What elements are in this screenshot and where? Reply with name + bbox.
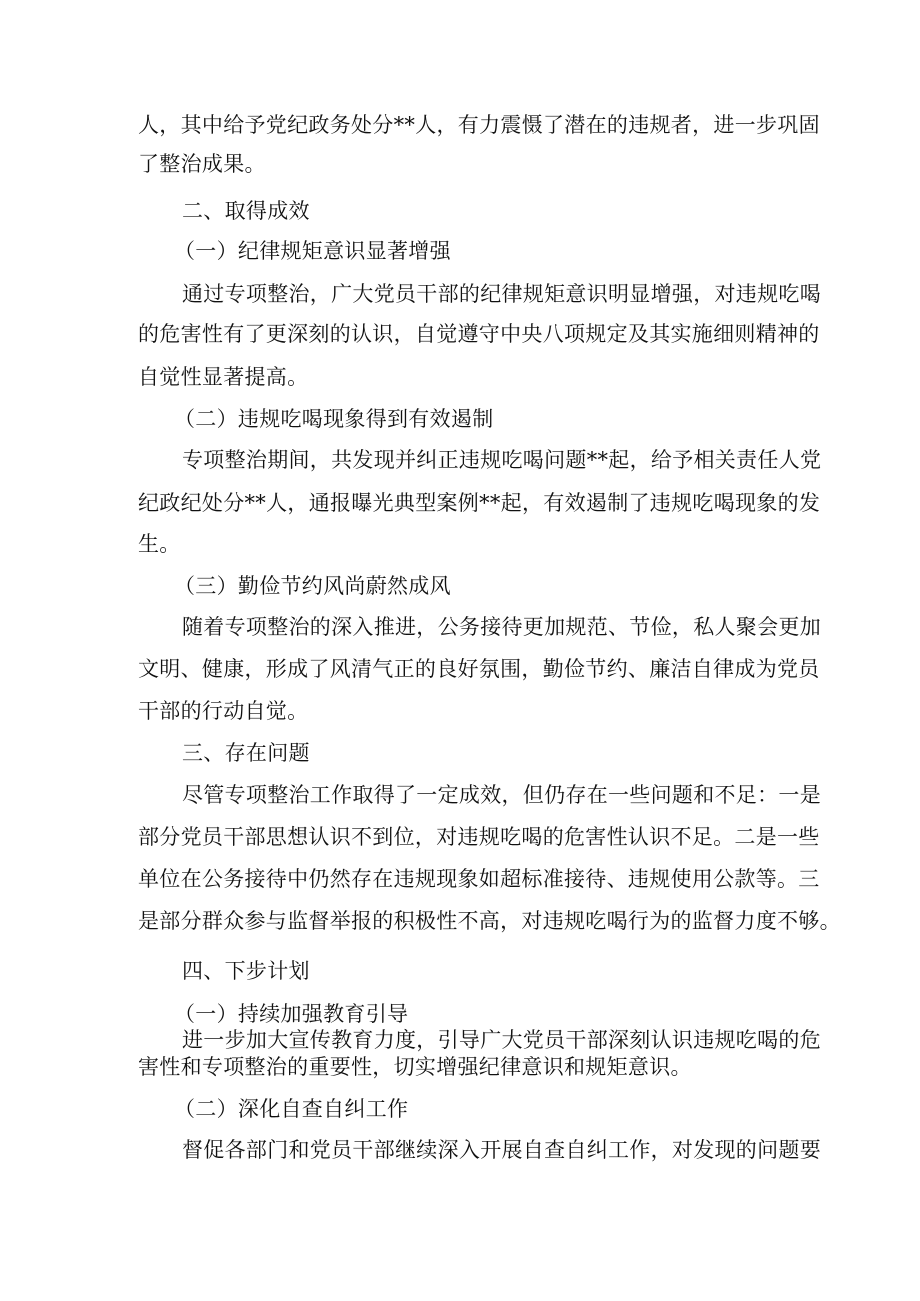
paragraph-line: 进一步加大宣传教育力度，引导广大党员干部深刻认识违规吃喝的危: [182, 1028, 821, 1052]
paragraph-line: 的危害性有了更深刻的认识，自觉遵守中央八项规定及其实施细则精神的: [138, 322, 820, 346]
section-heading: 三、存在问题: [182, 741, 310, 765]
paragraph-line: 专项整治期间，共发现并纠正违规吃喝问题**起，给予相关责任人党: [182, 448, 822, 472]
section-heading: 二、取得成效: [182, 199, 310, 223]
section-heading: 四、下步计划: [182, 959, 310, 983]
paragraph-line: 是部分群众参与监督举报的积极性不高，对违规吃喝行为的监督力度不够。: [138, 909, 841, 933]
paragraph-line: 自觉性显著提高。: [138, 365, 309, 389]
paragraph-line: 尽管专项整治工作取得了一定成效，但仍存在一些问题和不足：一是: [182, 783, 821, 807]
paragraph-line: 通过专项整治，广大党员干部的纪律规矩意识明显增强，对违规吃喝: [182, 282, 821, 306]
paragraph-line: 文明、健康，形成了风清气正的良好氛围，勤俭节约、廉洁自律成为党员: [138, 657, 820, 681]
subsection-heading: （一）纪律规矩意识显著增强: [174, 239, 451, 263]
subsection-heading: （三）勤俭节约风尚蔚然成风: [174, 574, 451, 598]
subsection-heading: （一）持续加强教育引导: [174, 1002, 409, 1026]
paragraph-line: 干部的行动自觉。: [138, 699, 309, 723]
paragraph-line: 害性和专项整治的重要性，切实增强纪律意识和规矩意识。: [138, 1055, 692, 1079]
paragraph-line: 督促各部门和党员干部继续深入开展自查自纠工作，对发现的问题要: [182, 1138, 821, 1162]
paragraph-line: 人，其中给予党纪政务处分**人，有力震慑了潜在的违规者，进一步巩固: [138, 113, 820, 137]
paragraph-line: 纪政纪处分**人，通报曝光典型案例**起，有效遏制了违规吃喝现象的发: [138, 491, 821, 515]
subsection-heading: （二）深化自查自纠工作: [174, 1097, 409, 1121]
paragraph-line: 单位在公务接待中仍然存在违规现象如超标准接待、违规使用公款等。三: [138, 867, 820, 891]
subsection-heading: （二）违规吃喝现象得到有效遏制: [174, 407, 494, 431]
paragraph-line: 部分党员干部思想认识不到位，对违规吃喝的危害性认识不足。二是一些: [138, 825, 820, 849]
paragraph-line: 随着专项整治的深入推进，公务接待更加规范、节俭，私人聚会更加: [182, 615, 821, 639]
paragraph-line: 了整治成果。: [138, 152, 266, 176]
paragraph-line: 生。: [138, 532, 181, 556]
